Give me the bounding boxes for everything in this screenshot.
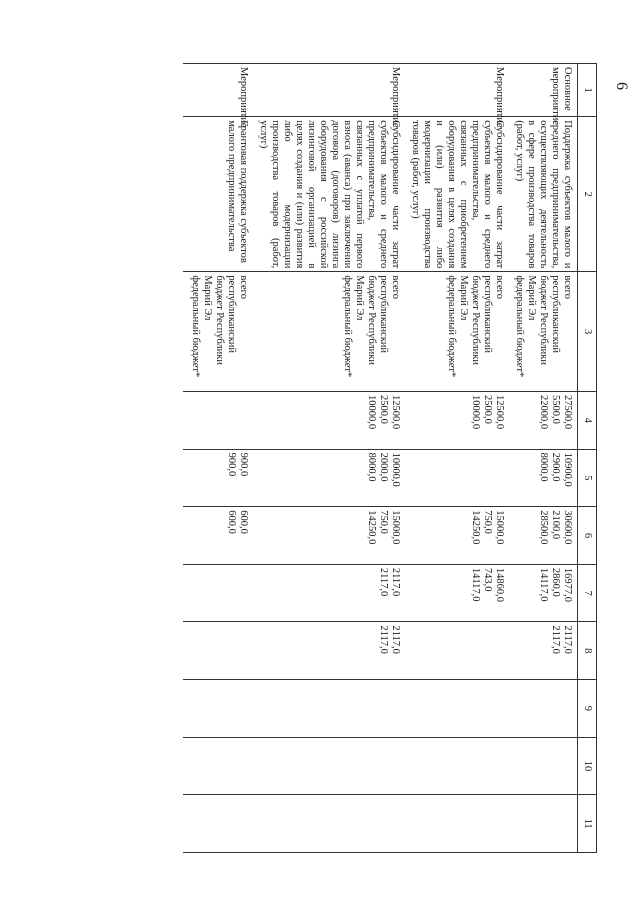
funding-sources — [251, 272, 403, 392]
value-federal: 14117,0 — [470, 567, 481, 602]
value-republic: 2900,0 — [550, 452, 561, 482]
value-republic: 2117,0 — [550, 625, 561, 654]
source-republic: республиканский бюджет Республики Марий Эл — [458, 275, 493, 365]
value-col4 — [403, 391, 507, 449]
value-federal: 22000,0 — [538, 394, 549, 430]
rotated-table-sheet — [71, 63, 597, 853]
value-total: 10900,0 — [562, 452, 573, 487]
source-federal: федеральный бюджет* — [342, 275, 353, 378]
value-col5 — [507, 449, 578, 507]
value-total: 900,0 — [238, 452, 249, 477]
item-type: Мероприятие — [251, 64, 403, 117]
value-total: 15000,0 — [390, 510, 401, 545]
value-col6 — [507, 507, 578, 565]
table-row — [507, 64, 578, 853]
value-col8 — [183, 622, 251, 680]
value-republic: 2000,0 — [378, 452, 389, 482]
source-republic: республиканский бюджет Республики Марий Эл — [526, 275, 561, 365]
value-col8 — [251, 622, 403, 680]
item-type: Мероприятие — [403, 64, 507, 117]
value-federal: 28500,0 — [538, 510, 549, 545]
value-col4 — [183, 391, 251, 449]
value-federal: 8000,0 — [538, 452, 549, 482]
value-col11 — [251, 795, 403, 853]
value-col6 — [403, 507, 507, 565]
value-total: 14860,0 — [494, 567, 505, 602]
source-republic: республиканский бюджет Республики Марий Эл — [202, 275, 237, 365]
source-total: всего — [562, 275, 573, 299]
source-total: всего — [494, 275, 505, 299]
value-republic: 2100,0 — [550, 510, 561, 540]
value-col10 — [251, 737, 403, 795]
value-federal: 10000,0 — [470, 394, 481, 430]
value-republic: 750,0 — [482, 510, 493, 534]
value-col9 — [183, 680, 251, 738]
value-col7 — [183, 564, 251, 622]
value-republic: 2500,0 — [378, 394, 389, 424]
value-total: 27500,0 — [562, 394, 573, 430]
budget-table — [183, 63, 597, 853]
value-federal: 14117,0 — [538, 567, 549, 602]
item-type: Основное мероприятие — [507, 64, 578, 117]
table-row — [403, 64, 507, 853]
header-cell: 4 — [578, 391, 597, 449]
item-type: Мероприятие — [183, 64, 251, 117]
value-col7 — [507, 564, 578, 622]
header-cell: 10 — [578, 737, 597, 795]
table-row — [183, 64, 251, 853]
header-cell: 2 — [578, 117, 597, 272]
value-col9 — [251, 680, 403, 738]
value-total: 12500,0 — [494, 394, 505, 430]
header-cell: 5 — [578, 449, 597, 507]
value-col5 — [183, 449, 251, 507]
item-description: Поддержка субъектов малого и среднего предпринимательства, осуществляющих деятельность в сфере производства товаров (работ, услуг) — [507, 117, 578, 272]
value-total: 10000,0 — [390, 452, 401, 487]
page-number: 6 — [613, 82, 630, 90]
value-col10 — [507, 737, 578, 795]
value-republic: 2860,0 — [550, 567, 561, 597]
funding-sources — [183, 272, 251, 392]
value-col7 — [403, 564, 507, 622]
header-cell: 6 — [578, 507, 597, 565]
value-col4 — [251, 391, 403, 449]
value-total: 2117,0 — [390, 567, 401, 597]
source-federal: федеральный бюджет* — [514, 275, 525, 378]
source-federal: федеральный бюджет* — [190, 275, 201, 378]
header-cell: 1 — [578, 64, 597, 117]
source-republic: республиканский бюджет Республики Марий Эл — [354, 275, 389, 365]
value-col9 — [403, 680, 507, 738]
value-republic: 600,0 — [226, 510, 237, 534]
value-col9 — [507, 680, 578, 738]
value-col5 — [403, 449, 507, 507]
value-col11 — [507, 795, 578, 853]
value-republic: 5500,0 — [550, 394, 561, 424]
value-col11 — [183, 795, 251, 853]
value-col8 — [403, 622, 507, 680]
value-republic: 900,0 — [226, 452, 237, 477]
header-cell: 3 — [578, 272, 597, 392]
value-federal: 14250,0 — [366, 510, 377, 545]
value-total: 2117,0 — [390, 625, 401, 654]
value-republic: 2500,0 — [482, 394, 493, 424]
value-col7 — [251, 564, 403, 622]
value-republic: 2117,0 — [378, 567, 389, 597]
value-republic: 2117,0 — [378, 625, 389, 654]
value-col10 — [403, 737, 507, 795]
value-total: 30600,0 — [562, 510, 573, 545]
value-republic: 743,0 — [482, 567, 493, 592]
value-col5 — [251, 449, 403, 507]
value-total: 2117,0 — [562, 625, 573, 654]
source-total: всего — [390, 275, 401, 299]
value-col4 — [507, 391, 578, 449]
table-row — [251, 64, 403, 853]
value-col8 — [507, 622, 578, 680]
value-total: 16977,0 — [562, 567, 573, 602]
value-col11 — [403, 795, 507, 853]
value-col10 — [183, 737, 251, 795]
value-republic: 750,0 — [378, 510, 389, 534]
value-federal: 10000,0 — [366, 394, 377, 430]
value-total: 600,0 — [238, 510, 249, 534]
value-federal: 8000,0 — [366, 452, 377, 482]
funding-sources — [403, 272, 507, 392]
value-total: 15000,0 — [494, 510, 505, 545]
value-col6 — [251, 507, 403, 565]
header-cell: 11 — [578, 795, 597, 853]
item-description: Субсидирование части затрат субъектов малого и среднего предпринимательства, связанных с приобретением оборудования в целях создания и (или) развития либо модернизации производства товаров (работ, услуг) — [403, 117, 507, 272]
header-row — [578, 64, 597, 853]
item-description: Грантовая поддержка субъектов малого предпринимательства — [183, 117, 251, 272]
source-federal: федеральный бюджет* — [446, 275, 457, 378]
value-col6 — [183, 507, 251, 565]
value-total: 12500,0 — [390, 394, 401, 430]
source-total: всего — [238, 275, 249, 299]
header-cell: 7 — [578, 564, 597, 622]
funding-sources — [507, 272, 578, 392]
header-cell: 9 — [578, 680, 597, 738]
value-federal: 14250,0 — [470, 510, 481, 545]
header-cell: 8 — [578, 622, 597, 680]
item-description: Субсидирование части затрат субъектов малого и среднего предпринимательства, связанных с уплатой первого взноса (аванса) при заключении договора (договоров) лизинга оборудования с российской лизинговой организацией в целях создания и (или) развития либо модернизации производства товаров (работ, услуг) — [251, 117, 403, 272]
